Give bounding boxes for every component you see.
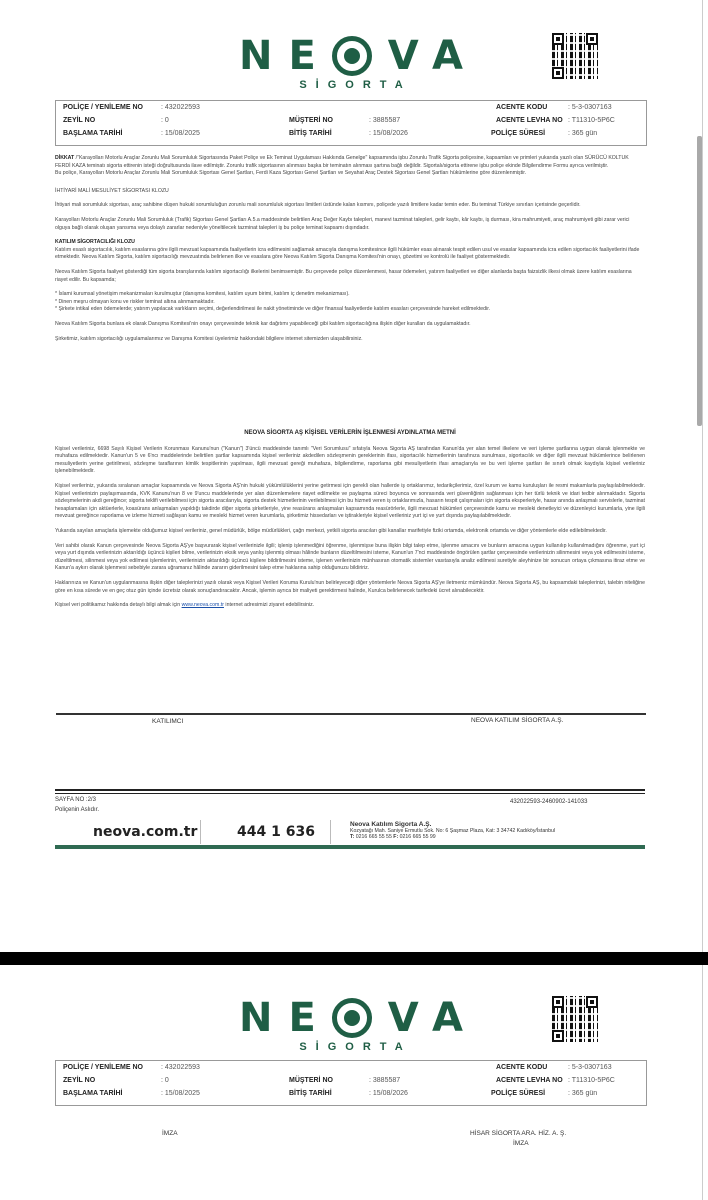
- document-page-2: [0, 965, 703, 1200]
- logo-emblem-icon: [332, 998, 372, 1038]
- vertical-scrollbar[interactable]: [697, 136, 702, 426]
- notice-paragraph: İhtiyari mali sorumluluk sigortası, araç sahibine düşen hukuki sorumluluğun zorunlu mali sorumluluk sigortası limitleri üstünde kalan kısmını, poliçede yazılı limitlere kadar temin eder. Bu teminat Türkiye sınırları içerisinde geçerlidir.: [55, 202, 581, 209]
- page-number: SAYFA NO :2/3: [55, 797, 96, 803]
- footer-phone: 444 1 636: [237, 824, 315, 840]
- participant-signature-label: KATILIMCI: [152, 718, 184, 725]
- footer-address: [350, 821, 555, 840]
- logo-subtitle: SİGORTA: [299, 79, 412, 91]
- kvkk-link-prefix: Kişisel veri politikamız hakkında detaylı bilgi almak için: [55, 602, 182, 609]
- musteri-no-label: MÜŞTERİ NO: [289, 117, 333, 124]
- tel-value: 0216 665 55 55: [354, 834, 394, 840]
- logo-text-right: VA: [387, 33, 479, 79]
- footer-address-line: Kozyatağı Mah. Saniye Ermutlu Sok. No: 6 Şaşmaz Plaza, Kat: 3 34742 Kadıköy/İstanbul: [350, 828, 556, 834]
- acente-levha-value: : T11310-5P6C: [568, 117, 615, 124]
- police-suresi-label: POLİÇE SÜRESİ: [491, 1090, 546, 1097]
- tel-label: T:: [350, 834, 355, 840]
- police-no-value: : 432022593: [161, 1064, 200, 1071]
- police-no-value: : 432022593: [161, 104, 200, 111]
- company-signature-label: NEOVA KATILIM SİGORTA A.Ş.: [471, 717, 564, 724]
- kvkk-paragraph: Kişisel verileriniz, 6698 Sayılı Kişisel Verilerin Korunması Kanunu'nun ("Kanun") 3'üncü maddesinde tanımlı "Veri Sorumlusu" sıfatıyla Neova Sigorta AŞ tarafından Kanun'da yer alan temel ilkelere ve veri işleme şartlarına uygun olarak işlenmekte ve muhafaza edilmektedir. Kanun'un 5 ve 6'ncı maddelerinde belirtilen şartlar kapsamında kişisel verileriniz akdedilen sözleşmenin gereklerinin ifası, sigortacılık hizmetlerinin tarafınıza sunulması, sigortacılık ve diğer ilgili mevzuat hükümlerince belirlenen mesuliyetlerin yerine getirilmesi, sözleşme taraflarının kimlik tespitlerinin yapılması, ilgili mevzuat gereği muhafaza, bilgilendirme, raporlama gibi mesuliyetlerin ifası amaçlarıyla ve bu veri işleme şartları ile sınırlı olmak kaydıyla kişisel verileriniz işlenebilmektedir.: [55, 445, 645, 475]
- zeyil-no-value: : 0: [161, 117, 169, 124]
- notice-paragraph: Katılım esaslı sigortacılık, katılım esaslarına göre ilgili mevzuat kapsamında faaliyetlerin icra edilmesini sağlamak amacıyla danışma komitesince ilgili hükümler esas alınarak tespit edilen usul ve esaslar kapsamında icra edilen sigortacılık faaliyetlerini ifade etmektedir. Neova Katılım Sigorta, katılım sigortacılığı mevzuatında belirlenen ilke ve esaslara göre Neova Katılım Sigorta Danışma Komitesi'nin onayı, gözetimi ve kontrolü ile faaliyet göstermektedir.: [55, 246, 640, 261]
- logo-text-left: NE: [238, 995, 332, 1041]
- kvkk-title: NEOVA SİGORTA AŞ KİŞİSEL VERİLERİN İŞLENMESİ AYDINLATMA METNİ: [244, 430, 456, 436]
- kvkk-paragraph: [55, 602, 645, 610]
- bitis-tarihi-value: : 15/08/2026: [369, 1090, 408, 1097]
- page-separator: [0, 952, 708, 965]
- acente-kodu-value: : 5-3-0307163: [568, 1064, 612, 1071]
- signature-label: İMZA: [162, 1130, 178, 1137]
- bitis-tarihi-label: BİTİŞ TARİHİ: [289, 1090, 332, 1097]
- police-suresi-value: : 365 gün: [568, 130, 598, 137]
- notice-paragraph: Neova Katılım Sigorta bunlara ek olarak Danışma Komitesi'nin onayı çerçevesinde teknik kar dağıtımı yapabileceği gibi katılım sigortacılığına ilişkin diğer kuralları da uygulamaktadır.: [55, 320, 471, 327]
- agency-signature-imza: İMZA: [513, 1140, 529, 1147]
- copy-note: Poliçenin Aslıdır.: [55, 807, 100, 813]
- qr-code-icon: [552, 33, 598, 79]
- document-reference: 432022593-2460902-141033: [510, 799, 588, 805]
- fax-label: F:: [393, 834, 399, 840]
- police-no-label: POLİÇE / YENİLEME NO: [63, 104, 143, 111]
- policy-info-box: [55, 1060, 647, 1106]
- kvkk-paragraph: Veri sahibi olarak Kanun çerçevesinde Neova Sigorta AŞ'ye başvurarak kişisel verilerinizle ilgili; işlenip işlenmediğini öğrenme, işlenmişse buna ilişkin bilgi talep etme, işlenme amacını ve bunların amacına uygun kullanılıp kullanılmadığını öğrenme, yurt içi veya yurt dışında verilerinizin aktarıldığı üçüncü kişileri bilme, verilerinizin eksik veya yanlış işlenmiş olması hâlinde bunların düzeltilmesini isteme, Kanun'un 7'nci maddesinde öngörülen şartlar çerçevesinde verilerinizin silinmesini veya yok edilmesini isteme, düzeltilmesi, silinmesi veya yok edilmesi işlemlerinin, verilerinizin aktarıldığı üçüncü kişilere bildirilmesini isteme, işlenen verilerinizin münhasıran otomatik sistemler vasıtasıyla analiz edilmesi suretiyle aleyhinize bir sonucun ortaya çıkmasına itiraz etme ve Kanun'a aykırı olarak işlenmesi sebebiyle zarara uğramanız hâlinde zararın giderilmesini talep etme haklarına sahip olduğunuzu bildiririz.: [55, 542, 645, 572]
- zeyil-no-label: ZEYİL NO: [63, 1077, 96, 1084]
- ihtiyari-clause-title: İHTİYARİ MALİ MESULİYET SİGORTASI KLOZU: [55, 187, 169, 194]
- acente-levha-label: ACENTE LEVHA NO: [496, 1077, 563, 1084]
- bullet-item: * Dinen meşru olmayan konu ve riskler teminat altına alınmamaktadır.: [55, 298, 215, 305]
- acente-kodu-label: ACENTE KODU: [496, 1064, 548, 1071]
- footer-divider: [55, 793, 645, 794]
- logo-emblem-icon: [332, 36, 372, 76]
- bitis-tarihi-label: BİTİŞ TARİHİ: [289, 130, 332, 137]
- baslama-tarihi-label: BAŞLAMA TARİHİ: [63, 130, 123, 137]
- footer-company-name: Neova Katılım Sigorta A.Ş.: [350, 821, 432, 828]
- musteri-no-value: : 3885587: [369, 1077, 401, 1084]
- logo-text-right: VA: [387, 995, 479, 1041]
- musteri-no-label: MÜŞTERİ NO: [289, 1077, 333, 1084]
- qr-code-icon: [552, 996, 598, 1042]
- dikkat-label: DİKKAT: [55, 155, 75, 161]
- footer-website: neova.com.tr: [93, 824, 198, 840]
- signature-line: [56, 713, 646, 715]
- acente-kodu-label: ACENTE KODU: [496, 104, 548, 111]
- bullet-item: * Şirkete intikal eden ödemelerde; yatırım yapılacak varlıkların seçimi, değerlendirilmesi ile nakit yönetiminde ve diğer finansal faaliyetlerde katılım esasları çerçevesinde hareket edilmektedir.: [55, 306, 491, 313]
- musteri-no-value: : 3885587: [369, 117, 401, 124]
- kvkk-section: [55, 430, 645, 617]
- baslama-tarihi-value: : 15/08/2025: [161, 1090, 200, 1097]
- police-suresi-value: : 365 gün: [568, 1090, 598, 1097]
- kvkk-paragraph: Kişisel verileriniz, yukarıda sıralanan amaçlar kapsamında ve Neova Sigorta AŞ'nin hukuki yükümlülüklerini yerine getirmesi için gerekli olan hallerde iş ortaklarımız, tedarikçilerimiz, özel kurum ve kamu kuruluşları ile resmi makamlarla paylaşılabilmektedir. Kişisel verilerinizin paylaşımasında, KVK Kanunu'nun 8 ve 9'uncu maddelerinde yer alan düzenlemelere riayet edilmekte ve paylaşma süreci boyunca ve sonrasında veri güvenliğinin sağlanması için her türlü teknik ve idari tedbir alınmaktadır. Sigorta sözleşmelerinin akdi gereğince; sigorta teklifi verilebilmesi için sigorta aracılarıyla, sigorta destek hizmetlerinin verilebilmesi için bu hizmeti veren iş ortaklarımızla, hasarın tespit çalışmaları için sigorta eksperleriyle, hasar anında anlaşmalı servislerle, tazminat hesaplamaları için aktüerlerle, koasürans anlaşmaları yapıldığı takdirde diğer sigorta şirketleriyle, yine reasürans anlaşmaları kapsamında reasürörlerle, ilgili mevzuat hükümleri çerçevesinde kamu ve mesleki denetleyici ve düzenleyici kurumlarla, yine ilgili mevzuat gereğince raporlama ve izleme hizmeti sağlayan kamu ve mesleki hizmet veren kurumlarla, şirketimiz hissedarları ve iştirakleriyle kişisel verileriniz yurt içi ve yurt dışında paylaşılabilmektedir.: [55, 482, 645, 520]
- bullet-item: * İslami kurumsal yönetişim mekanizmaları kurulmuştur (danışma komitesi, katılım uyum birimi, katılım iç denetim mekanizması).: [55, 291, 350, 298]
- kvkk-paragraph: Yukarıda sayılan amaçlarla işlemekte olduğumuz kişisel verileriniz, genel müdürlük, bölge müdürlükleri, çağrı merkezi, yetkili sigorta aracıları gibi kanallar marifetiyle fiziki ortamda, elektronik ortamda ve diğer yöntemlerle elde edilebilmektedir.: [55, 527, 607, 534]
- notice-paragraph: Neova Katılım Sigorta faaliyet gösterdiği tüm sigorta branşlarında katılım sigortacılığı ilkelerini benimsemiştir. Bu çerçevede poliçe düzenlenmesi, hasar ödemeleri, yatırım faaliyetleri ve diğer alanlarda başta faizsizlik ilkesi olmak üzere katılım esaslarına riayet edilir. Bu kapsamda;: [55, 268, 632, 283]
- fax-value: 0216 665 55 99: [398, 834, 436, 840]
- dikkat-text: /"Karayolları Motorlu Araçlar Zorunlu Mali Sorumluluk Sigortasında Paket Poliçe ve Ek Teminat Uygulaması Hakkında Genelge" kapsamında işbu Zorunlu Trafik Sigorta poliçesine, kapsamları ve primleri yukarıda yazılı olan SÜRÜCÜ KOLTUK FERDİ KAZA teminatı sigorta ettirenin isteği doğrultusunda ilave edilmiştir. Zorunlu trafik sigortasının alınması başka bir teminatın alınması şartına bağlı değildir. Sigortalı/sigorta ettirene işbu poliçe ekinde Bilgilendirme Formu ayrıca verilmiştir.: [55, 155, 629, 169]
- logo-text-left: NE: [238, 33, 332, 79]
- acente-levha-value: : T11310-5P6C: [568, 1077, 615, 1084]
- neova-website-link[interactable]: www.neova.com.tr: [181, 602, 224, 609]
- katilim-clause-title: KATILIM SİGORTACILIĞI KLOZU: [55, 239, 135, 246]
- footer-contact-line: [350, 834, 555, 840]
- notice-paragraph: Şirketimiz, katılım sigortacılığı uygulamalarımız ve Danışma Komitesi üyelerimiz hakkındaki bilgilere internet sitemizden ulaşabilirsiniz.: [55, 335, 363, 342]
- footer-green-bar: [55, 845, 645, 849]
- logo-subtitle: SİGORTA: [299, 1041, 412, 1053]
- zeyil-no-label: ZEYİL NO: [63, 117, 96, 124]
- baslama-tarihi-label: BAŞLAMA TARİHİ: [63, 1090, 123, 1097]
- police-no-label: POLİÇE / YENİLEME NO: [63, 1064, 143, 1071]
- policy-info-box: [55, 100, 647, 146]
- brand-footer: [55, 820, 645, 846]
- kvkk-paragraph: Haklarınıza ve Kanun'un uygulanmasına ilişkin diğer taleplerinizi yazılı olarak veya Kişisel Verileri Koruma Kurulu'nun belirleyeceği diğer yöntemlerle Neova Sigorta AŞ'ye iletmeniz mümkündür. Neova Sigorta AŞ, bu kapsamdaki taleplerinizi, talebin niteliğine göre en kısa sürede ve en geç otuz gün içinde ücretsiz olarak sonuçlandıracaktır. Ancak, işlemin ayrıca bir maliyeti gerektirmesi halinde, Kurulca belirlenecek tarifedeki ücret alınabilecektir.: [55, 579, 645, 594]
- divider: [200, 820, 201, 844]
- agency-signature-label: HİSAR SİGORTA ARA. HİZ. A. Ş.: [470, 1130, 567, 1137]
- notice-paragraph: Karayolları Motorlu Araçlar Zorunlu Mali Sorumluluk (Trafik) Sigortası Genel Şartları A.5.a maddesinde belirtilen Araç Değer Kaybı talepleri, manevi tazminat talepleri, gelir kaybı, kâr kaybı, iş durması, kira mahrumiyeti, araç mahrumiyeti gibi zarar verici olguya bağlı olarak oluşan yansıma veya dolaylı zararlar nedeniyle yöneltilecek tazminat talepleri iş bu poliçe teminat kapsamı dışındadır.: [55, 216, 630, 231]
- police-suresi-label: POLİÇE SÜRESİ: [491, 130, 546, 137]
- baslama-tarihi-value: : 15/08/2025: [161, 130, 200, 137]
- acente-kodu-value: : 5-3-0307163: [568, 104, 612, 111]
- notice-section: [55, 155, 645, 350]
- footer-divider: [55, 789, 645, 791]
- acente-levha-label: ACENTE LEVHA NO: [496, 117, 563, 124]
- dikkat-paragraph: [55, 155, 645, 170]
- zeyil-no-value: : 0: [161, 1077, 169, 1084]
- notice-paragraph: Bu poliçe, Karayolları Motorlu Araçlar Zorunlu Mali Sorumluluk Sigortası Genel Şartları, Ferdi Kaza Sigortası Genel Şartları ve Seyahat Araç Destek Sigortası Genel Şartları hükümlerine göre düzenlenmiştir.: [55, 170, 527, 177]
- kvkk-link-suffix: internet adresimizi ziyaret edebilirsiniz.: [223, 602, 315, 609]
- bitis-tarihi-value: : 15/08/2026: [369, 130, 408, 137]
- divider: [330, 820, 331, 844]
